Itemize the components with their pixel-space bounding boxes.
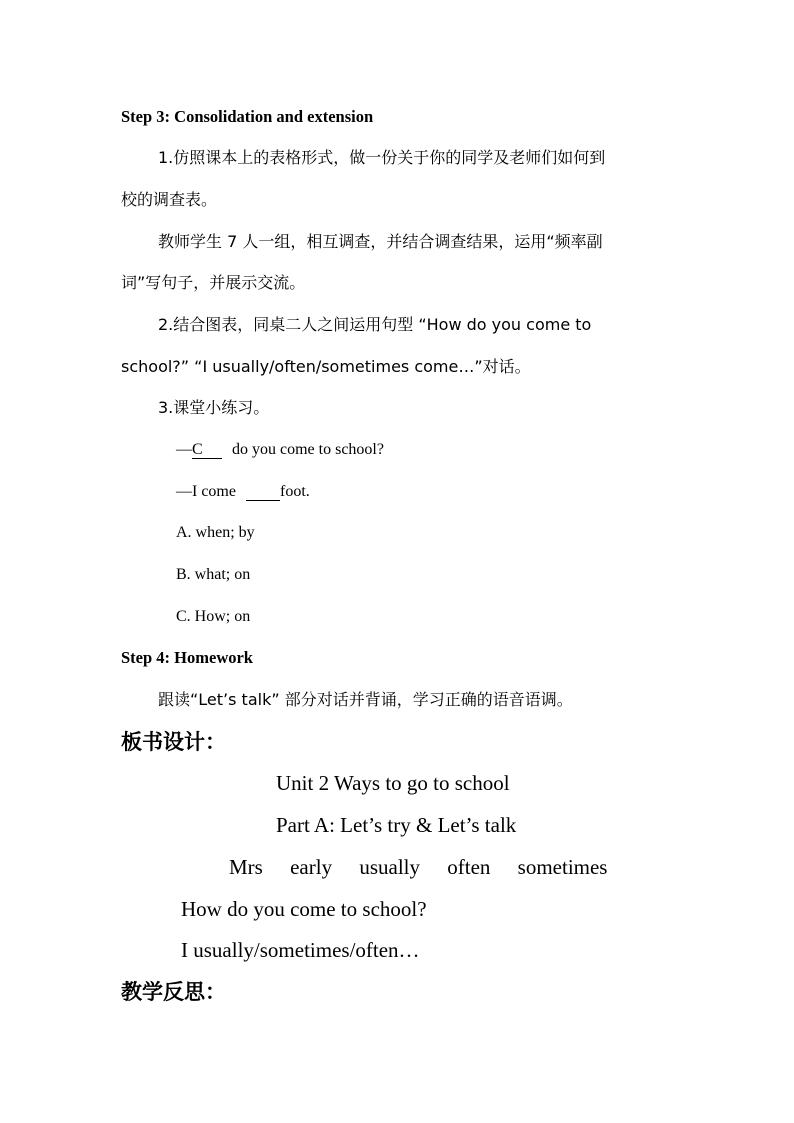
board-word-mrs: Mrs: [229, 855, 263, 879]
board-word-sometimes: sometimes: [517, 855, 608, 879]
step3-heading: Step 3: Consolidation and extension: [121, 107, 374, 126]
exercise-question-2: [176, 484, 310, 501]
q1-answer-blank: [192, 442, 222, 459]
option-b: B. what; on: [176, 566, 251, 583]
option-a: A. when; by: [176, 524, 255, 541]
teaching-reflection-heading: 教学反思：: [121, 980, 226, 1004]
board-line-unit: Unit 2 Ways to go to school: [276, 771, 510, 795]
board-word-usually: usually: [359, 855, 420, 879]
board-line-answer: I usually/sometimes/often…: [181, 938, 420, 962]
step3-item1-line1: 1.仿照课本上的表格形式，做一份关于你的同学及老师们如何到: [158, 148, 606, 167]
q1-rest: do you come to school?: [232, 441, 384, 458]
board-word-early: early: [290, 855, 333, 879]
step3-item1-line2: 校的调查表。: [121, 190, 218, 209]
board-word-often: often: [447, 855, 491, 879]
board-line-question: How do you come to school?: [181, 897, 427, 921]
exercise-question-1: [176, 442, 384, 459]
q2-blank: [246, 484, 280, 501]
option-c: C. How; on: [176, 608, 251, 625]
q2-start: —I come: [176, 483, 236, 500]
step3-item3: 3.课堂小练习。: [158, 398, 270, 417]
q1-answer: C: [192, 441, 203, 458]
q1-dash: —: [176, 441, 192, 458]
step3-item2-line1: 2.结合图表，同桌二人之间运用句型 “How do you come to: [158, 315, 592, 334]
board-words-row: [229, 857, 607, 878]
step3-para-line2: 词”写句子，并展示交流。: [121, 273, 306, 292]
step3-para-line1: 教师学生 7 人一组，相互调查，并结合调查结果，运用“频率副: [158, 232, 603, 251]
board-line-part: Part A: Let’s try & Let’s talk: [276, 813, 517, 837]
step4-heading: Step 4: Homework: [121, 648, 253, 667]
step4-text: 跟读“Let’s talk” 部分对话并背诵，学习正确的语音语调。: [158, 690, 573, 709]
board-design-heading: 板书设计：: [121, 730, 226, 754]
q2-end: foot.: [279, 483, 310, 500]
step3-item2-line2: school?” “I usually/often/sometimes come…”对话。: [121, 357, 531, 376]
